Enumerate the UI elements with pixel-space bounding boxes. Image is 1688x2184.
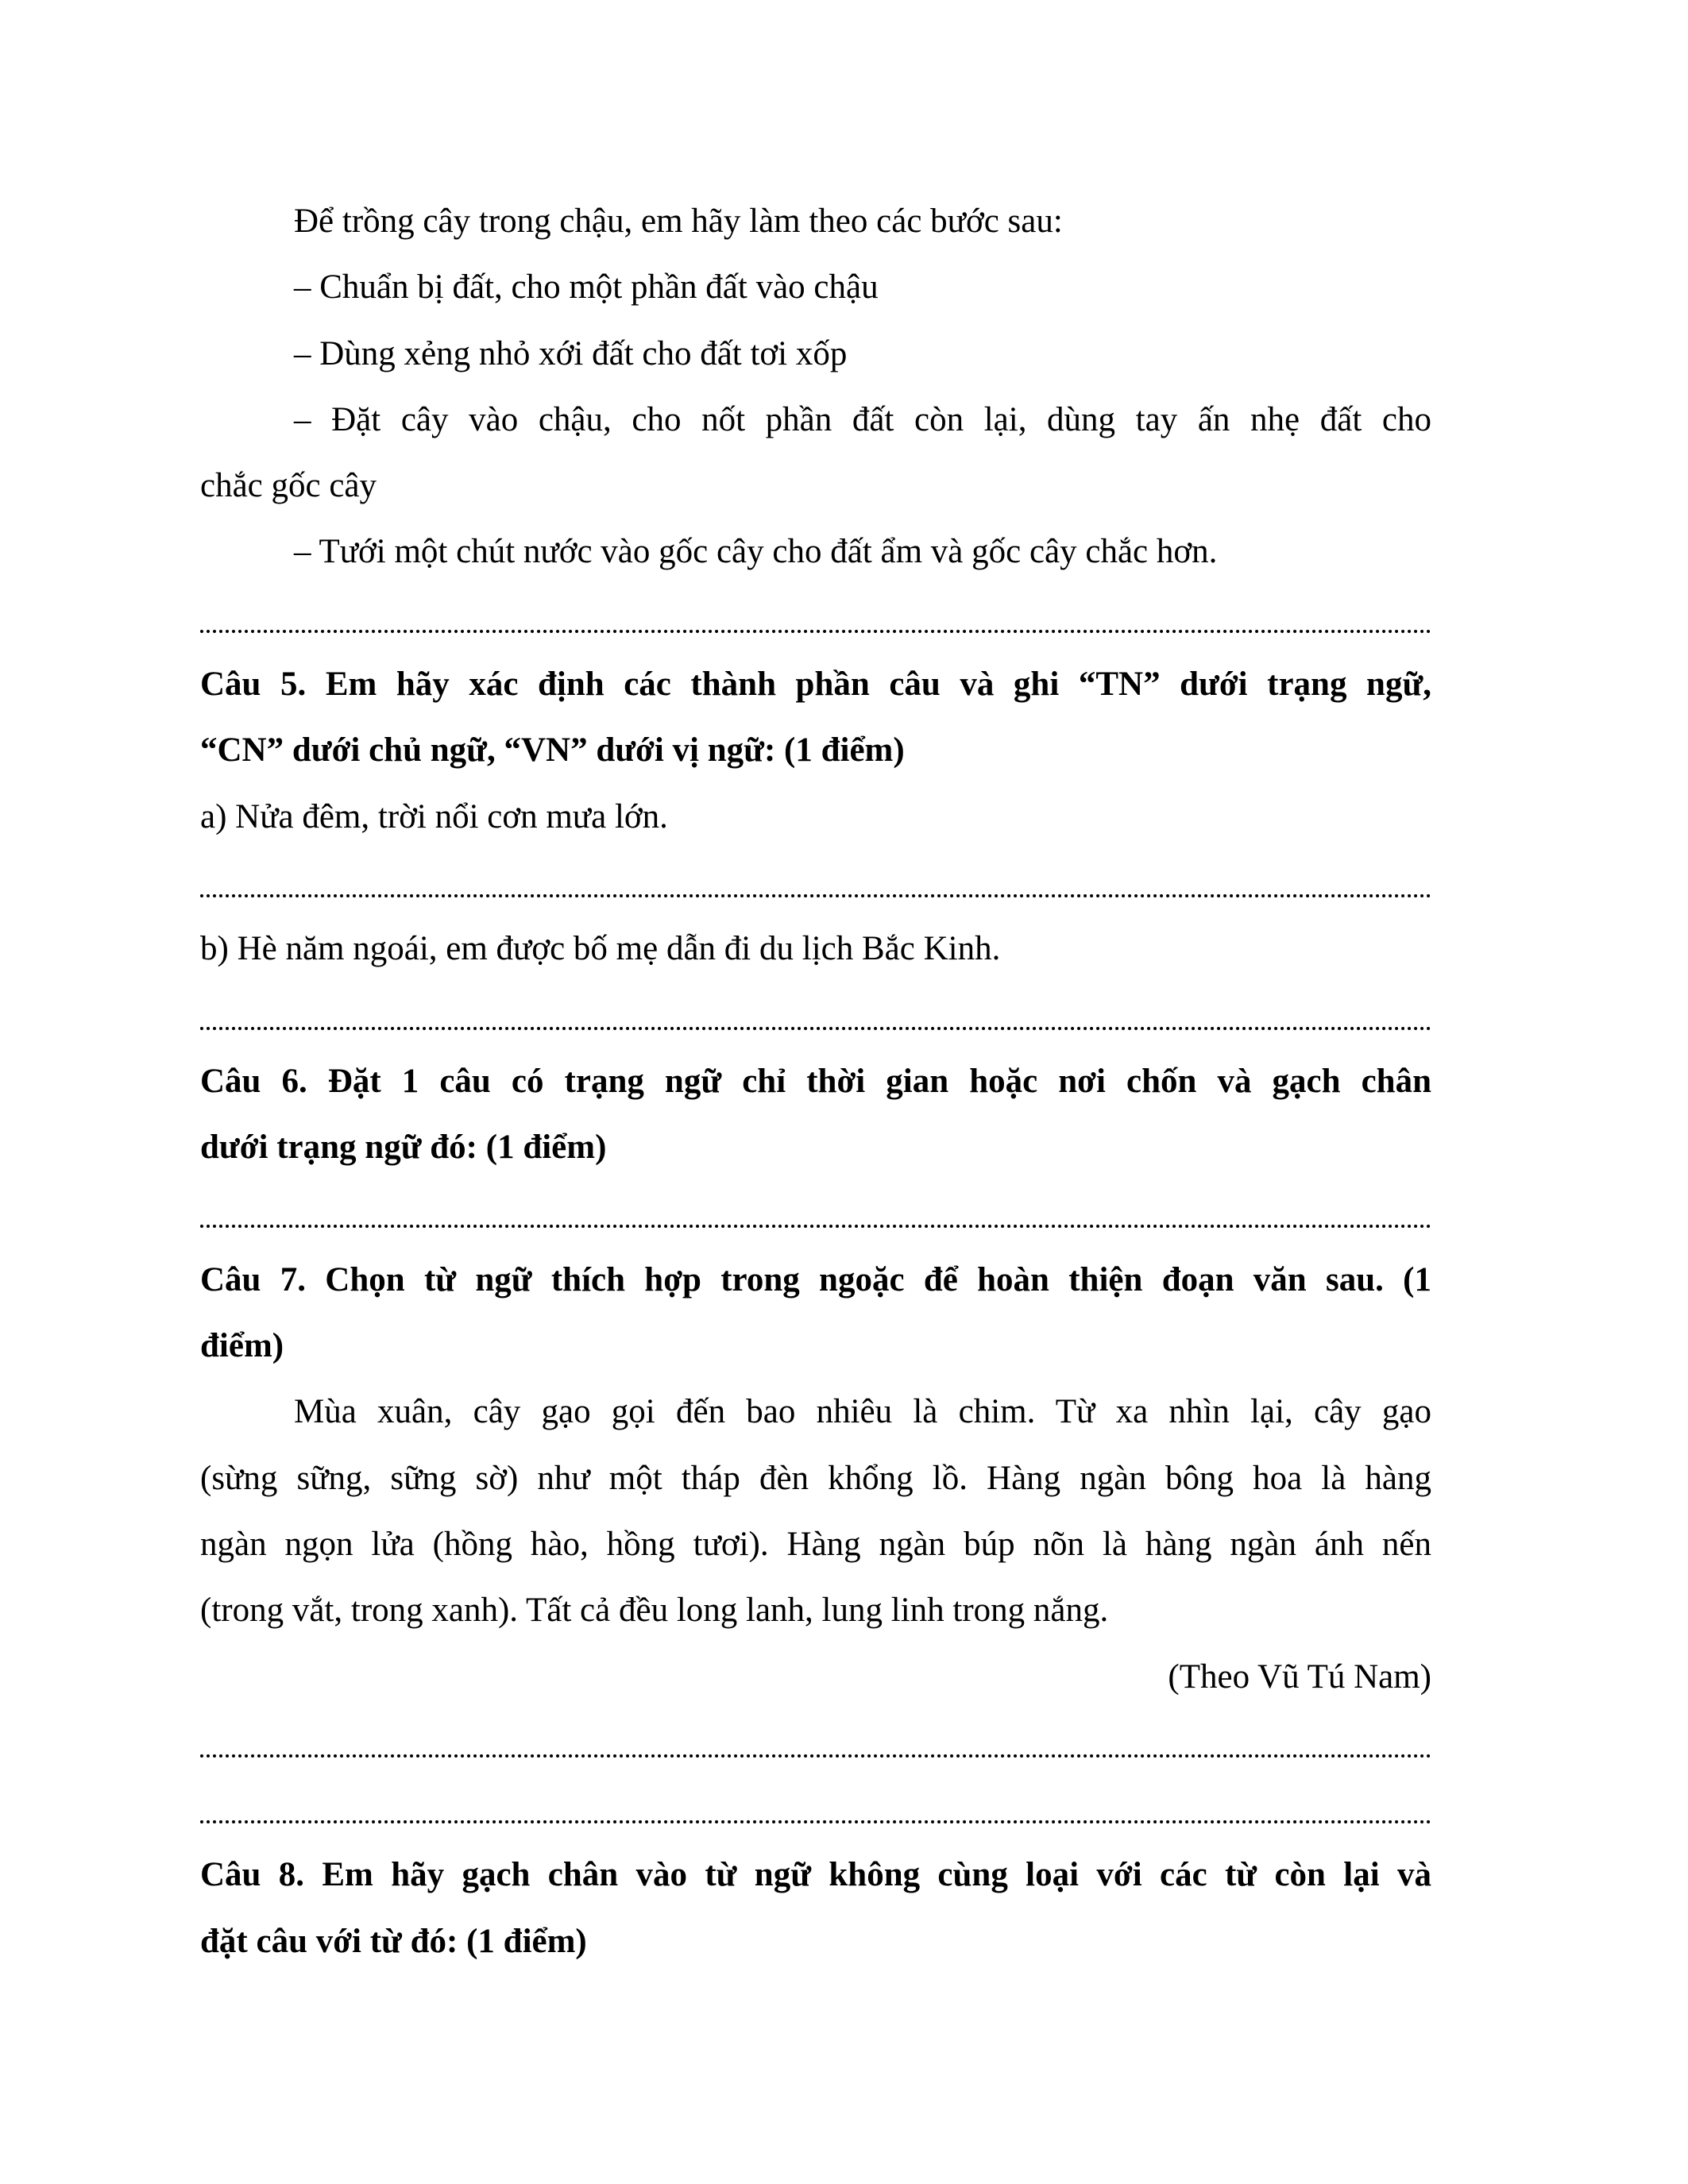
q7-passage-1: Mùa xuân, cây gạo gọi đến bao nhiêu là chim. Từ xa nhìn lại, cây gạo	[294, 1393, 1431, 1431]
answer-line[interactable]	[200, 1776, 1431, 1842]
answer-line[interactable]	[200, 585, 1431, 651]
intro-lead: Để trồng cây trong chậu, em hãy làm theo các bước sau:	[294, 203, 1063, 240]
q8-title: Câu 8. Em hãy gạch chân vào từ ngữ không cùng loại với các từ còn lại và	[200, 1856, 1431, 1894]
q7-passage-3: ngàn ngọn lửa (hồng hào, hồng tươi). Hàng ngàn búp nõn là hàng ngàn ánh nến	[200, 1525, 1431, 1563]
answer-line[interactable]	[200, 982, 1431, 1048]
q7-title: Câu 7. Chọn từ ngữ thích hợp trong ngoặc để hoàn thiện đoạn văn sau. (1	[200, 1260, 1431, 1298]
q6-title: Câu 6. Đặt 1 câu có trạng ngữ chỉ thời gian hoặc nơi chốn và gạch chân	[200, 1062, 1431, 1100]
q6-title-cont: dưới trạng ngữ đó: (1 điểm)	[200, 1129, 607, 1167]
q5-b: b) Hè năm ngoái, em được bố mẹ dẫn đi du lịch Bắc Kinh.	[200, 930, 1001, 968]
q5-a: a) Nửa đêm, trời nổi cơn mưa lớn.	[200, 797, 668, 835]
q8-title-cont: đặt câu với từ đó: (1 điểm)	[200, 1922, 587, 1960]
q7-passage-2: (sừng sững, sững sờ) như một tháp đèn khổng lồ. Hàng ngàn bông hoa là hàng	[200, 1459, 1431, 1497]
step-4: – Tưới một chút nước vào gốc cây cho đất ẩm và gốc cây chắc hơn.	[294, 533, 1218, 571]
q7-passage-4: (trong vắt, trong xanh). Tất cả đều long lanh, lung linh trong nắng.	[200, 1592, 1109, 1630]
q5-title: Câu 5. Em hãy xác định các thành phần câu và ghi “TN” dưới trạng ngữ,	[200, 666, 1431, 704]
answer-line[interactable]	[200, 1180, 1431, 1246]
step-1: – Chuẩn bị đất, cho một phần đất vào chậu	[294, 268, 879, 307]
answer-line[interactable]	[200, 1710, 1431, 1776]
q5-title-cont: “CN” dưới chủ ngữ, “VN” dưới vị ngữ: (1 điểm)	[200, 731, 905, 770]
step-3: – Đặt cây vào chậu, cho nốt phần đất còn lại, dùng tay ấn nhẹ đất cho	[294, 400, 1431, 438]
q7-source: (Theo Vũ Tú Nam)	[1168, 1657, 1431, 1696]
q7-title-cont: điểm)	[200, 1327, 284, 1365]
worksheet-page	[200, 188, 1431, 1974]
step-2: – Dùng xẻng nhỏ xới đất cho đất tơi xốp	[294, 334, 848, 372]
answer-line[interactable]	[200, 850, 1431, 916]
step-3-cont: chắc gốc cây	[200, 467, 377, 505]
